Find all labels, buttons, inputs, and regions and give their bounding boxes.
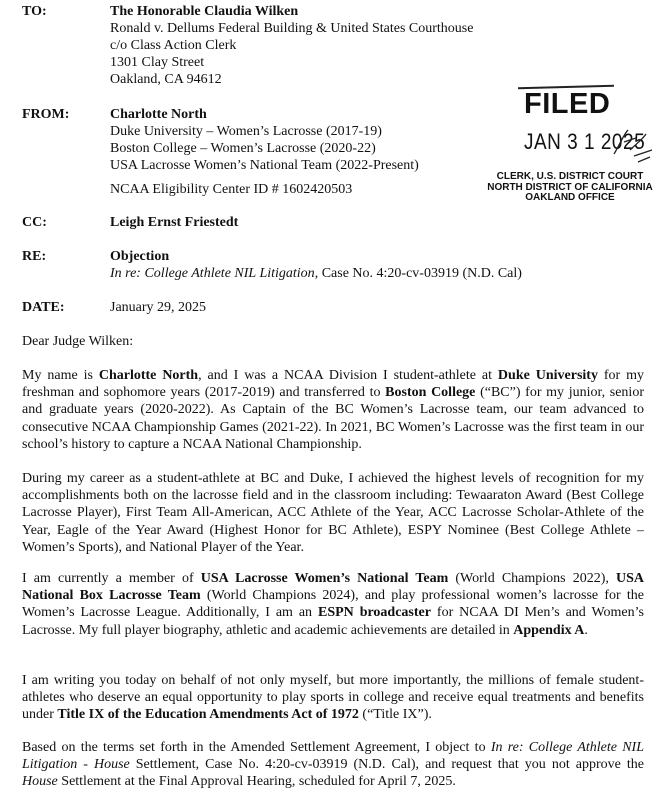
handwritten-initials-icon [610,124,656,168]
from-eligibility-id: NCAA Eligibility Center ID # 1602420503 [110,182,353,197]
to-name: The Honorable Claudia Wilken [110,4,299,19]
re-case-number: , Case No. 4:20-cv-03919 (N.D. Cal) [314,266,522,281]
filed-stamp [480,84,660,214]
paragraph-intro [22,367,644,453]
p3-text: (World Champions 2024), and play professional women’s lacrosse for the Women’s Lacrosse League. Additionally, I am an [22,588,644,621]
p3-text: . [584,622,588,638]
cc-label: CC: [22,215,47,230]
p3-espn-bold: ESPN broadcaster [317,605,431,621]
p1-text: , and I was a NCAA Division I student-athlete at [198,368,498,383]
re-case-title: In re: College Athlete NIL Litigation [110,266,315,281]
date-label: DATE: [22,300,65,315]
p5-text: Settlement at the Final Approval Hearing, scheduled for April 7, 2025. [57,774,456,790]
p5-text: Settlement, Case No. 4:20-cv-03919 (N.D. Cal), and request that you not approve the [129,757,644,773]
paragraph-current-roles [22,570,644,639]
p3-text: (World Champions 2022), [448,571,616,586]
from-sender [110,106,419,198]
p3-text: for NCAA DI Men’s and Women’s Lacrosse. My full player biography, athletic and academic achievements are detailed in [22,605,644,638]
salutation: Dear Judge Wilken: [22,334,134,349]
p3-appendix-bold: Appendix A [513,622,585,638]
p3-national-team-bold: USA Lacrosse Women’s National Team [200,571,449,586]
re-case-line [110,265,522,282]
cc-name: Leigh Ernst Friestedt [110,215,239,230]
from-label: FROM: [22,107,70,122]
from-team-line: USA Lacrosse Women’s National Team (2022-Present) [110,158,419,173]
paragraph-purpose [22,672,644,724]
p1-duke-bold: Duke University [497,368,598,383]
to-label: TO: [22,4,47,19]
stamp-date: JAN 3 1 2025 [524,130,646,155]
to-address-line: Oakland, CA 94612 [110,72,222,87]
p1-text: (“BC”) for my junior, senior and graduate years (2020-2022). As Captain of the BC Women’s Lacrosse team, our team advanced to consecutive NCAA Championship Games (2021-22). In 2021, BC Women’s Lacrosse was the first team in our school’s history to capture a NCAA National Championship. [22,385,644,452]
from-team-line: Duke University – Women’s Lacrosse (2017-19) [110,124,382,139]
stamp-clerk-line: CLERK, U.S. DISTRICT COURT [496,171,644,182]
p3-box-team-bold: USA National Box Lacrosse Team [22,571,644,604]
date-value: January 29, 2025 [110,300,207,315]
p1-text: for my freshman and sophomore years (2017-2019) and transferred to [22,368,644,401]
paragraph-awards: During my career as a student-athlete at BC and Duke, I achieved the highest levels of recognition for my accomplishments both on the lacrosse field and in the classroom including: Tewaaraton Award (Best College Lacrosse Player), First Team All-American, ACC Athlete of the Year, ACC Lacrosse Scholar-Athlete of the Year, Eagle of the Year Award (Highest Honor for BC Athlete), ESPY Nominee (Best College Athlete – Women’s Sports), and National Player of the Year. [22,471,644,555]
paragraph-objection [22,739,644,791]
p1-text: My name is [22,368,99,383]
p4-text: (“Title IX”). [358,707,432,723]
from-name: Charlotte North [110,107,207,122]
to-recipient [110,3,473,88]
to-address-line: 1301 Clay Street [110,55,205,70]
re-label: RE: [22,249,47,264]
p3-text: I am currently a member of [22,571,201,586]
to-address-line: Ronald v. Dellums Federal Building & United States Courthouse [110,21,474,36]
p4-text: I am writing you today on behalf of not only myself, but more importantly, the millions of female student-athletes who deserve an equal opportunity to play sports in college and receive equal treatments and benefits under [22,673,644,723]
stamp-clerk-line: NORTH DISTRICT OF CALIFORNIA [487,181,653,193]
from-team-line: Boston College – Women’s Lacrosse (2020-22) [110,141,376,156]
p1-bc-bold: Boston College [385,385,476,401]
to-address-line: c/o Class Action Clerk [110,38,237,53]
re-content [110,248,522,282]
p5-case-italic: In re: College Athlete NIL Litigation - House [22,740,645,773]
p4-title-ix-bold: Title IX of the Education Amendments Act of 1972 [57,707,359,723]
re-subject: Objection [110,249,170,264]
p1-name-bold: Charlotte North [98,368,199,383]
stamp-clerk-office [480,172,660,204]
stamp-filed-text: FILED [524,88,611,120]
stamp-clerk-line: OAKLAND OFFICE [525,192,615,203]
p5-text: Based on the terms set forth in the Amended Settlement Agreement, I object to [22,740,491,755]
p5-house-italic: House [22,774,58,790]
